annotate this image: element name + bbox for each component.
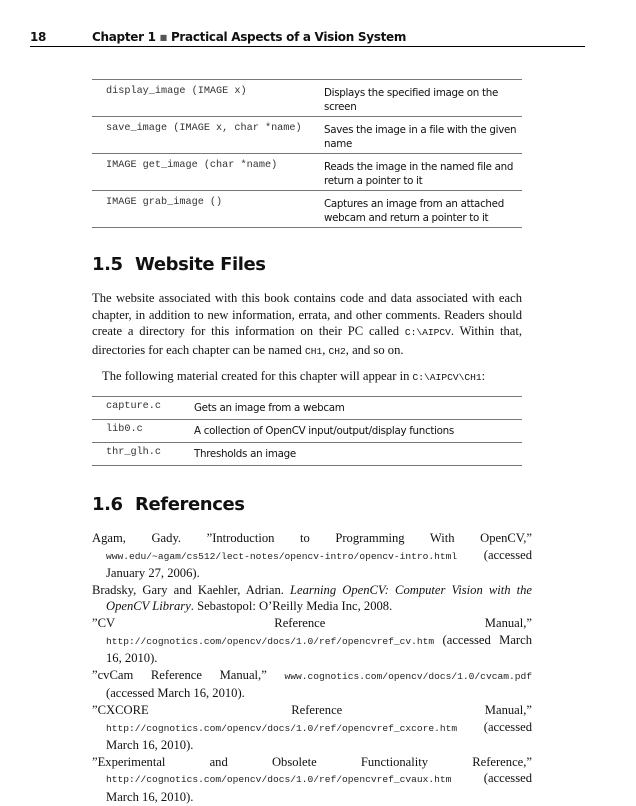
files-table — [92, 396, 522, 466]
file-description: Gets an image from a webcam — [194, 397, 522, 420]
function-signature: save_image (IMAGE x, char *name) — [92, 117, 324, 154]
function-signature: display_image (IMAGE x) — [92, 80, 324, 117]
table-row — [92, 80, 522, 117]
table-row — [92, 154, 522, 191]
reference-url: http://cognotics.com/opencv/docs/1.0/ref/opencvref_cv.htm — [106, 635, 435, 647]
text-run: (accessed March 16, 2010). — [106, 771, 532, 804]
function-signature: IMAGE grab_image () — [92, 191, 324, 228]
table-row — [92, 397, 522, 420]
code-dir: CH1 — [304, 346, 323, 358]
file-name: lib0.c — [92, 420, 194, 443]
paragraph-material-intro — [92, 368, 522, 387]
reference-item — [92, 530, 532, 582]
text-run: : — [481, 369, 486, 383]
text-run: Bradsky, Gary and Kaehler, Adrian. — [92, 582, 290, 597]
file-name: capture.c — [92, 397, 194, 420]
reference-url: www.cognotics.com/opencv/docs/1.0/cvcam.pdf — [284, 670, 532, 682]
running-head — [30, 30, 585, 44]
function-description: Reads the image in the named file and return a pointer to it — [324, 154, 522, 191]
file-description: A collection of OpenCV input/output/display functions — [194, 420, 522, 443]
chapter-label: Chapter 1 — [92, 30, 156, 44]
page-number: 18 — [30, 30, 47, 44]
text-run: (accessed March 16, 2010). — [106, 686, 245, 701]
reference-item — [92, 754, 532, 806]
text-run: . Sebastopol: O’Reilly Media Inc, 2008. — [190, 599, 393, 614]
function-description: Displays the specified image on the screen — [324, 80, 522, 117]
reference-item — [92, 702, 532, 754]
table-row — [92, 443, 522, 466]
function-signature: IMAGE get_image (char *name) — [92, 154, 324, 191]
reference-item — [92, 667, 532, 702]
text-run: ”CXCORE Reference Manual,” — [92, 702, 532, 717]
header-rule — [30, 46, 585, 47]
text-run: ”CV Reference Manual,” — [92, 615, 532, 630]
table-row — [92, 117, 522, 154]
section-number: 1.6 — [92, 494, 123, 515]
reference-url: www.edu/~agam/cs512/lect-notes/opencv-intro/opencv-intro.html — [106, 550, 458, 562]
text-run: (accessed January 27, 2006). — [106, 547, 532, 581]
reference-item — [92, 615, 532, 667]
section-heading-references — [92, 494, 245, 515]
reference-item — [92, 582, 532, 615]
function-table — [92, 79, 522, 228]
section-title: References — [135, 494, 245, 515]
text-run: The website associated with this book contains code and data associated with each chapter, in addition to new information, errata, and other comments. Readers should create a directory for this information on their PC called — [92, 291, 522, 339]
reference-url: http://cognotics.com/opencv/docs/1.0/ref/opencvref_cxcore.htm — [106, 722, 458, 734]
reference-url: http://cognotics.com/opencv/docs/1.0/ref/opencvref_cvaux.htm — [106, 774, 452, 786]
chapter-title: Practical Aspects of a Vision System — [170, 30, 407, 44]
separator-square: ■ — [159, 33, 167, 42]
text-run: (accessed March 16, 2010). — [106, 632, 532, 666]
text-run: Agam, Gady. ”Introduction to Programming With OpenCV,” — [92, 531, 532, 545]
section-number: 1.5 — [92, 254, 123, 275]
section-title: Website Files — [135, 254, 266, 275]
section-heading-website — [92, 254, 266, 275]
text-run: The following material created for this chapter will appear in — [102, 369, 413, 383]
code-path: C:\AIPCV\CH1 — [412, 372, 482, 383]
function-description: Saves the image in a file with the given name — [324, 117, 522, 154]
text-run: , and so on. — [345, 343, 404, 358]
file-name: thr_glh.c — [92, 443, 194, 466]
paragraph-website-intro — [92, 290, 522, 361]
function-description: Captures an image from an attached webcam and return a pointer to it — [324, 191, 522, 228]
text-run: ”Experimental and Obsolete Functionality Reference,” — [92, 754, 532, 769]
text-run: . Within that, directories for each chapter can be named — [92, 324, 522, 358]
file-description: Thresholds an image — [194, 443, 522, 466]
table-row — [92, 420, 522, 443]
text-run: (accessed March 16, 2010). — [106, 719, 532, 753]
reference-list — [92, 530, 532, 806]
text-run: , — [322, 343, 329, 358]
text-run: ”cvCam Reference Manual,” — [92, 667, 285, 682]
table-row — [92, 191, 522, 228]
code-dir: CH2 — [328, 346, 346, 358]
code-path: C:\AIPCV — [404, 327, 451, 339]
book-title: Learning OpenCV: Computer Vision with the OpenCV Library — [106, 582, 532, 614]
